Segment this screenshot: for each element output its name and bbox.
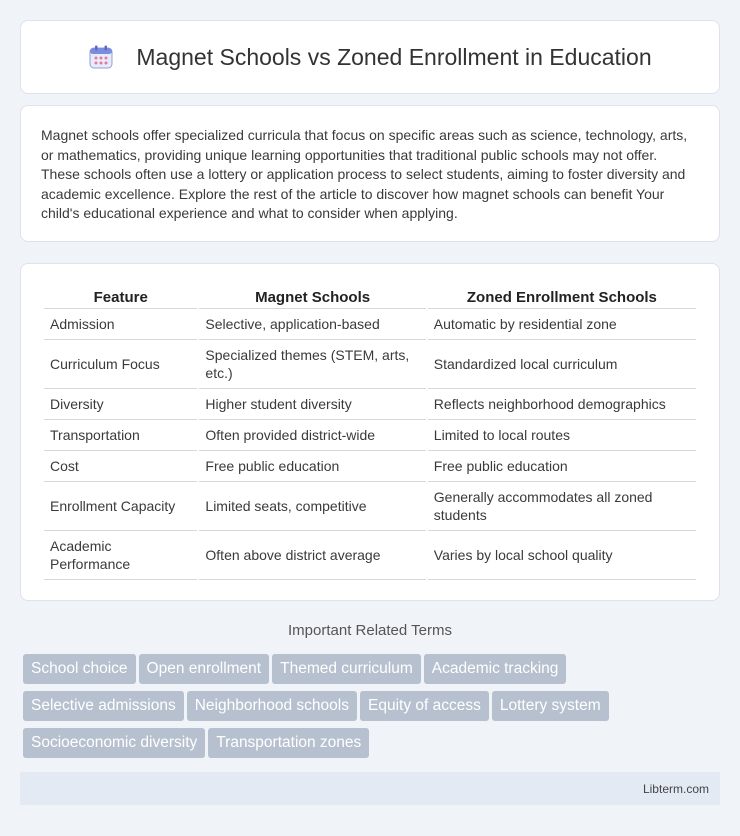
related-terms-title: Important Related Terms xyxy=(288,622,452,639)
tag-neighborhood-schools[interactable]: Neighborhood schools xyxy=(187,691,357,721)
table-row xyxy=(44,531,696,580)
table-row xyxy=(44,420,696,451)
table-cell: Diversity xyxy=(44,389,197,420)
table-cell: Specialized themes (STEM, arts, etc.) xyxy=(199,340,425,389)
intro-text: Magnet schools offer specialized curricula that focus on specific areas such as science, technology, arts, or mathematics, providing unique learning opportunities that traditional public schools may not offer. These schools often use a lottery or application process to select students, aiming to foster diversity and academic excellence. Explore the rest of the article to discover how magnet schools can benefit Your child's educational experience and what to consider when applying. xyxy=(41,127,688,221)
header-feature: Feature xyxy=(44,284,197,309)
table-cell: Reflects neighborhood demographics xyxy=(428,389,696,420)
table-row xyxy=(44,309,696,340)
tag-equity-of-access[interactable]: Equity of access xyxy=(360,691,489,721)
tag-selective-admissions[interactable]: Selective admissions xyxy=(23,691,184,721)
footer-site-link[interactable]: Libterm.com xyxy=(642,782,709,796)
table-cell: Free public education xyxy=(428,451,696,482)
table-cell: Often provided district-wide xyxy=(199,420,425,451)
table-cell: Selective, application-based xyxy=(199,309,425,340)
table-cell: Admission xyxy=(44,309,197,340)
table-cell: Limited seats, competitive xyxy=(199,482,425,531)
header-zoned: Zoned Enrollment Schools xyxy=(428,284,696,309)
tag-school-choice[interactable]: School choice xyxy=(23,654,136,684)
table-cell: Often above district average xyxy=(199,531,425,580)
tag-academic-tracking[interactable]: Academic tracking xyxy=(424,654,567,684)
related-terms-list xyxy=(23,654,723,765)
table-cell: Academic Performance xyxy=(44,531,197,580)
table-cell: Varies by local school quality xyxy=(428,531,696,580)
page-title: Magnet Schools vs Zoned Enrollment in Education xyxy=(136,43,652,70)
table-cell: Cost xyxy=(44,451,197,482)
table-cell: Higher student diversity xyxy=(199,389,425,420)
tag-themed-curriculum[interactable]: Themed curriculum xyxy=(272,654,421,684)
table-cell: Enrollment Capacity xyxy=(44,482,197,531)
tag-socioeconomic-diversity[interactable]: Socioeconomic diversity xyxy=(23,728,205,758)
footer xyxy=(20,772,720,805)
tag-lottery-system[interactable]: Lottery system xyxy=(492,691,609,721)
table-cell: Standardized local curriculum xyxy=(428,340,696,389)
table-row xyxy=(44,451,696,482)
table-row xyxy=(44,482,696,531)
table-cell: Limited to local routes xyxy=(428,420,696,451)
table-row xyxy=(44,340,696,389)
comparison-card xyxy=(20,263,720,601)
tag-open-enrollment[interactable]: Open enrollment xyxy=(139,654,270,684)
calendar-icon xyxy=(88,44,114,70)
tag-transportation-zones[interactable]: Transportation zones xyxy=(208,728,369,758)
intro-card xyxy=(20,105,720,242)
table-cell: Curriculum Focus xyxy=(44,340,197,389)
table-row xyxy=(44,389,696,420)
title-card xyxy=(20,20,720,94)
header-magnet: Magnet Schools xyxy=(199,284,425,309)
table-cell: Free public education xyxy=(199,451,425,482)
table-cell: Transportation xyxy=(44,420,197,451)
comparison-table xyxy=(42,284,698,580)
table-header-row xyxy=(44,284,696,309)
table-cell: Automatic by residential zone xyxy=(428,309,696,340)
table-cell: Generally accommodates all zoned students xyxy=(428,482,696,531)
